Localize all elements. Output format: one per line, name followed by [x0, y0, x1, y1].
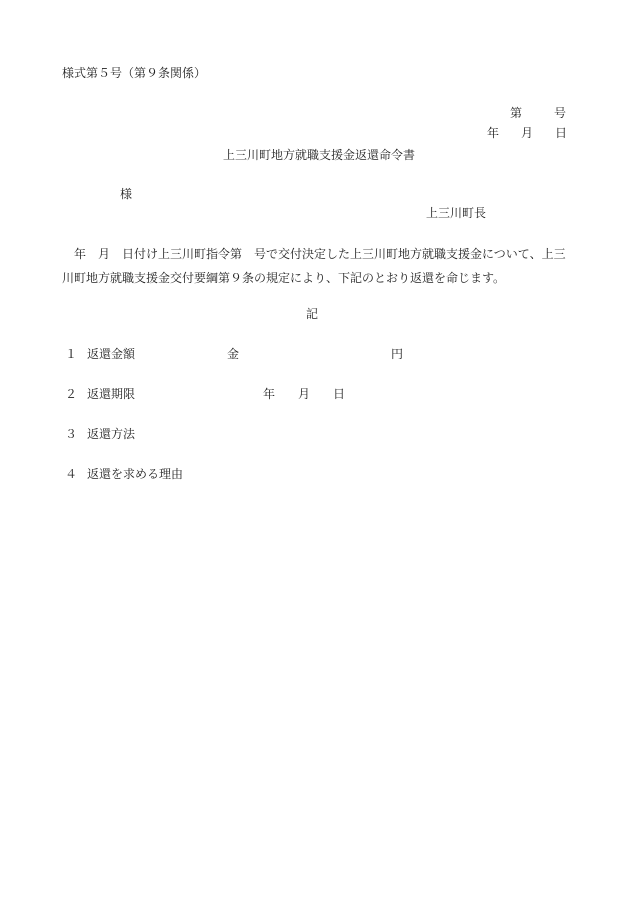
body-year: 年 [74, 247, 87, 261]
form-number: 様式第５号（第９条関係） [62, 66, 207, 80]
deadline-year: 年 [263, 387, 276, 401]
issue-number [510, 106, 566, 120]
amount-yen: 円 [391, 347, 404, 361]
deadline-day: 日 [333, 387, 346, 401]
item-label: 返還を求める理由 [87, 467, 184, 481]
item-label: 返還期限 [87, 387, 136, 401]
amount-kin: 金 [227, 347, 240, 361]
item-return-amount [65, 347, 135, 361]
item-number: １ [65, 347, 78, 361]
record-heading: 記 [306, 307, 319, 321]
item-label: 返還金額 [87, 347, 136, 361]
issue-date-month: 月 [521, 126, 534, 140]
item-label: 返還方法 [87, 427, 136, 441]
issue-date-day: 日 [555, 126, 568, 140]
issue-date-year: 年 [487, 126, 500, 140]
body-text [62, 242, 572, 290]
issuer-name: 上三川町長 [426, 206, 487, 220]
issue-number-go: 号 [554, 106, 567, 120]
item-number: ２ [65, 387, 78, 401]
body-month: 月 [98, 247, 111, 261]
recipient-honorific: 様 [120, 187, 133, 201]
item-return-method [65, 427, 135, 441]
issue-number-dai: 第 [510, 106, 523, 120]
body-text-1: 日付け上三川町指令第 [122, 247, 243, 261]
issue-date [487, 126, 567, 140]
item-number: ３ [65, 427, 78, 441]
item-number: ４ [65, 467, 78, 481]
document-title: 上三川町地方就職支援金返還命令書 [223, 148, 416, 162]
body-text-2: 号で交付決定した上三川町地方就職支援金について、上三川町地方就職支援金交付要綱第９条の規定により、下記のとおり返還を命じます。 [62, 247, 566, 285]
item-return-deadline [65, 387, 135, 401]
item-return-reason [65, 467, 183, 481]
deadline-month: 月 [298, 387, 311, 401]
